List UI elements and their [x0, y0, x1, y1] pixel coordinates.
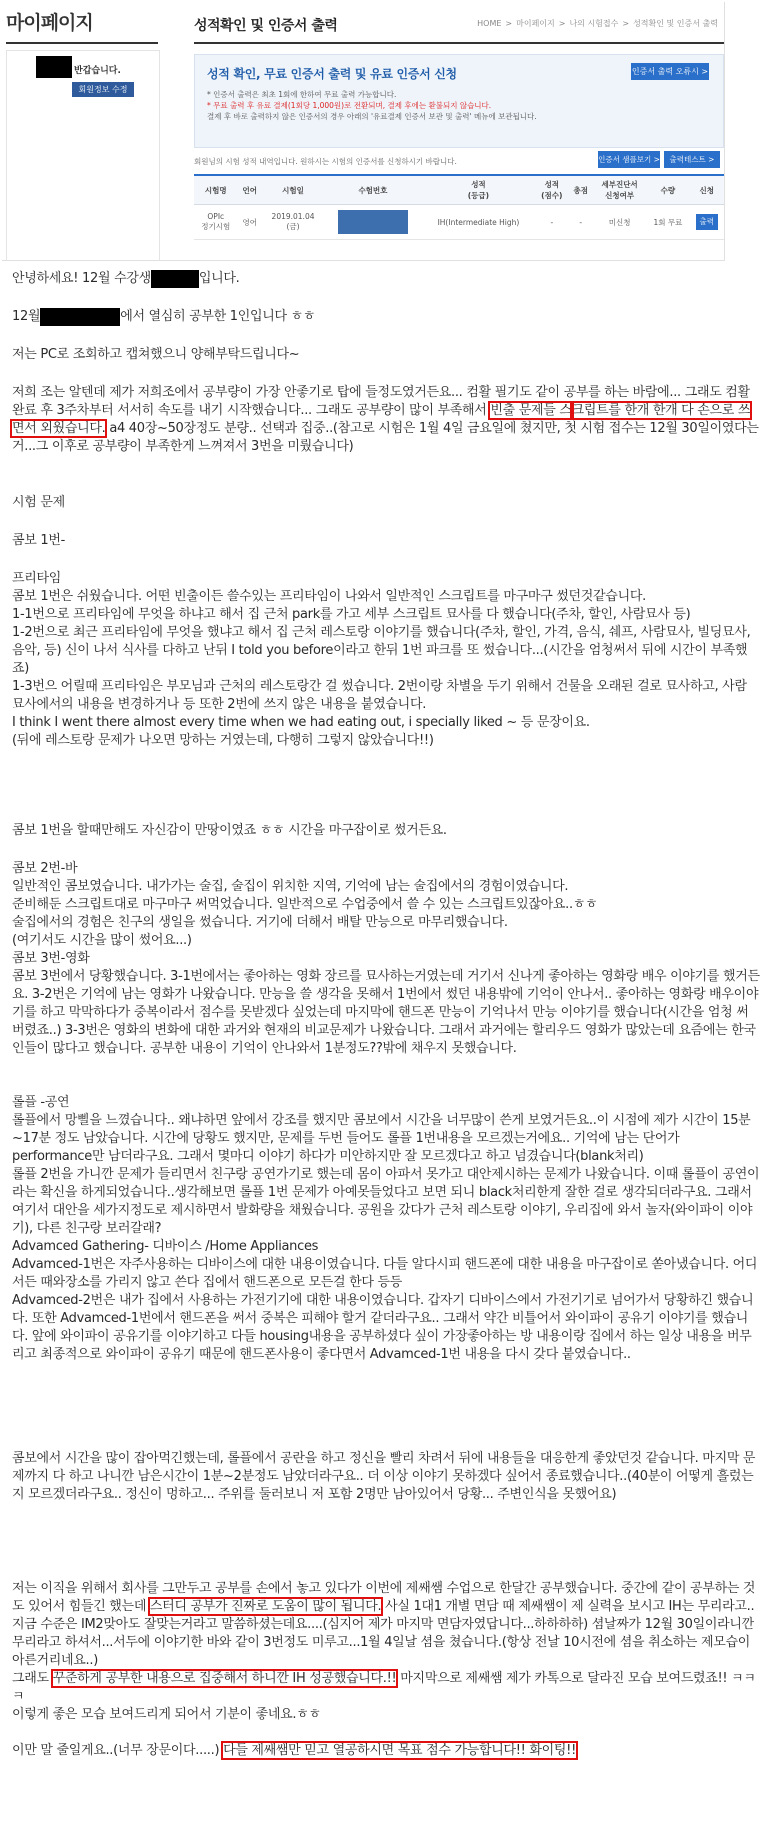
- cell-score: -: [535, 205, 569, 240]
- roleplay-paragraph: 롤플 -공연 롤플에서 망삘을 느꼈습니다.. 왜냐하면 앞에서 강조를 했지만 콤보에서 시간을 너무많이 쓴게 보였거든요..이 시점에 제가 시간이 15분~17분 정도 남았습니다. 시간에 당황도 했지만, 문제를 두번 들어도 롤플 1번내용을 모르겠는거에요.. 기억에 남는 단어가 performance만 남더라구요. 그래서 몇마디 이야기 하다가 미안하지만 잘 모르겠다고 하고 넘겼습니다(blank처리) 롤플 2번을 가니깐 문제가 들리면서 친구랑 공연가기로 했는데 몸이 아파서 못가고 대안제시하는 문제가 나왔습니다. 이때 롤플이 공연이라는 확신을 하게되었습니다..생각해보면 롤플 1번 문제가 아예못들었다고 보면 되니 black처리한게 잘한 걸로 생각되더라구요. 그래서 여기서 대안을 세가지정도로 제시하면서 발화량을 채웠습니다. 공원을 갔다가 근처 레스토랑 이야기, 우리집에 와서 놀자(와이파이 이야기), 다른 친구랑 보러갈래? Advamced Gathering- 디바이스 /Home Appliances Advamced-1번은 자주사용하는 디바이스에 대한 내용이였습니다. 다들 알다시피 핸드폰에 대한 내용을 마구잡이로 쏟아냈습니다. 어디서든 때와장소를 가리지 않고 쓴다 집에서 핸드폰으로 모든걸 한다 등등 Advamced-2번은 내가 집에서 사용하는 가전기기에 대한 내용이였습니다. 갑자기 디바이스에서 가전기기로 넘어가서 당황하긴 했습니다. 또한 Advamced-1번에서 핸드폰을 써서 중복은 피해야 할거 같더라구요.. 그래서 약간 비틀어서 와이파이 공유기 이야기를 했습니다. 앞에 와이파이 공유기를 이야기하고 다들 housing내용을 공부하셨다 싶이 가장좋아하는 방 내용이랑 집에서 하는 일상 내용을 버무리고 최종적으로 와이파이 공유기 때문에 핸드폰사용이 좋다면서 Advamced-1번 내용을 다시 갖다 붙였습니다..: [12, 1095, 760, 1362]
- intro: [12, 308, 760, 326]
- notice-title: 성적 확인, 무료 인증서 출력 및 유료 인증서 신청: [207, 67, 457, 81]
- col-number: 수험번호: [324, 175, 422, 205]
- section-combo1: 콤보 1번-: [12, 533, 65, 548]
- mypage-sidebar: [2, 2, 158, 260]
- breadcrumb-item[interactable]: 나의 시험접수: [569, 19, 619, 28]
- redacted-name: [151, 270, 199, 288]
- reflection-paragraph: 콤보에서 시간을 많이 잡아먹긴했는데, 롤플에서 공란을 하고 정신을 빨리 차려서 뒤에 내용들을 대응한게 좋았던것 같습니다. 마지막 문제까지 다 하고 나니깐 남은시간이 1분~2분정도 남았더라구요.. 더 이상 이야기 못하겠다 싶어서 종료했습니다..(40분이 어떻게 흘렀는지 모르겠더라구요.. 정신이 멍하고... 주위를 둘러보니 저 포함 2명만 남아있어서 당황... 주변인식을 못했어요): [12, 1451, 756, 1502]
- history-note: 회원님의 시험 성적 내역입니다. 원하시는 시험의 인증서를 신청하시기 바랍니다.: [194, 157, 457, 166]
- cell-exam: OPIc 정기시험: [194, 205, 238, 240]
- cell-date: 2019.01.04 (금): [262, 205, 324, 240]
- redacted-academy: [40, 308, 120, 326]
- redacted-number: [338, 210, 408, 234]
- page-title: 성적확인 및 인증서 출력: [194, 18, 338, 34]
- col-grade: 성적 (등급): [422, 175, 535, 205]
- text: 마지막으로 제쌔쌤 제가 카톡으로 달라진 모습 보여드렸죠!! ㅋㅋㅋ 이렇게 좋은 모습 보여드리게 되어서 기분이 좋네요.ㅎㅎ: [12, 1671, 756, 1722]
- notice-box: [194, 54, 724, 148]
- cell-diag: 미신청: [593, 205, 646, 240]
- text: a4 40장~50장정도 분량.. 선택과 집중..(참고로 시험은 1월 4일 금요일에 쳤지만, 첫 시험 접수는 12월 30일이였다는거...그 이후로 공부량이 부족한게 느껴져서 3번을 미뤘습니다): [12, 421, 759, 454]
- col-diag: 세부진단서 신청여부: [593, 175, 646, 205]
- intro-text-end: 에서 열심히 공부한 1인입니다 ㅎㅎ: [120, 309, 316, 324]
- divider: [6, 42, 158, 44]
- breadcrumb-item[interactable]: 성적확인 및 인증서 출력: [633, 19, 718, 28]
- cell-apply: [690, 205, 724, 240]
- welcome-text: 반갑습니다.: [74, 66, 121, 76]
- col-score: 성적 (점수): [535, 175, 569, 205]
- score-table: [194, 174, 724, 240]
- col-date: 시험일: [262, 175, 324, 205]
- highlight: 크립트를 한개 한개 다 손으로 쓰면서 외웠습니다.: [12, 403, 751, 436]
- mypage-title: 마이페이지: [6, 12, 93, 34]
- col-qty: 수량: [646, 175, 689, 205]
- member-edit-button[interactable]: 회원정보 수정: [72, 82, 134, 97]
- pc-note: 저는 PC로 조회하고 캡쳐했으니 양해부탁드립니다~: [12, 347, 300, 362]
- breadcrumb-separator: >: [505, 19, 513, 28]
- intro-text: 12월: [12, 309, 41, 324]
- col-language: 언어: [238, 175, 262, 205]
- combo1-paragraph: 프리타임 콤보 1번은 쉬웠습니다. 어떤 빈출이든 쓸수있는 프리타임이 나와서 일반적인 스크립트를 마구마구 썼던것같습니다. 1-1번으로 프리타임에 무엇을 하냐고 해서 집 근처 park를 가고 세부 스크립트 묘사를 다 했습니다(주차, 할인, 사람묘사 등) 1-2번으로 최근 프리타임에 무엇을 했냐고 해서 집 근처 레스토랑 이야기를 했습니다(주차, 할인, 가격, 음식, 쉐프, 사람묘사, 빌딩묘사, 음악, 등) 신이 나서 식사를 다하고 난뒤 I told you before이라고 한뒤 1번 파크를 또 썼습니다...(시간을 엄청써서 뒤에 시간이 부족했죠) 1-3번으 어릴때 프리타임은 부모님과 근처의 레스토랑간 걸 썼습니다. 2번이랑 차별을 두기 위해서 건물을 오래된 걸로 묘사하고, 사람 묘사에서의 내용을 변경하거나 등 또한 2번에 쓰지 않은 내용을 붙였습니다. I think I went there almost every time when we had eating out, i specially liked ~ 등 문장이요. (뒤에 레스토랑 문제가 나오면 망하는 거였는데, 다행히 그렇지 않았습니다!!): [12, 571, 751, 748]
- text: 이만 말 줄일게요..(너무 장문이다.....): [12, 1743, 224, 1758]
- highlight: 스터디 공부가 진짜로 도움이 많이 됩니다.: [149, 1599, 382, 1614]
- section-exam: 시험 문제: [12, 495, 65, 510]
- col-apply: 신청: [690, 175, 724, 205]
- col-exam: 시험명: [194, 175, 238, 205]
- highlight: 빈출 문제들 스: [490, 403, 572, 418]
- notice-item-warning: * 무료 출력 후 유료 결제(1회당 1,000원)로 전환되며, 결제 후에는 환불되지 않습니다.: [207, 101, 492, 110]
- text: 저는 이직을 위해서 회사를 그만두고 공부를 손에서 놓고 있다가 이번에 제쌔쌤 수업으로 한달간 공부했습니다. 중간에 같이 공부하는 것도 있어서 힘들긴 했는데: [12, 1581, 756, 1614]
- breadcrumb-separator: >: [622, 19, 630, 28]
- cell-number: [324, 205, 422, 240]
- notice-item: 결제 후 바로 출력하지 않은 인증서의 경우 아래의 '유료결제 인증서 보관 및 출력' 메뉴에 보관됩니다.: [207, 112, 537, 121]
- text: 사실 1대1 개별 면담 때 제쌔쌤이 제 실력을 보시고 IH는 무리라고.. 지금 수준은 IM2맞아도 잘맞는거라고 말씀하셨는데요....(심지어 제가 마지막 면담자였답니다...하하하하) 셤날짜가 12월 30일이라니깐 무리라고 하셔서...서두에 이야기한 바와 같이 3번정도 미루고...1월 4일날 셤을 쳤습니다.(항상 전날 10시전에 셤을 취소하는 제모습이 아른거리네요..) 그래도: [12, 1599, 755, 1686]
- redacted-name: [36, 56, 72, 78]
- score-main: [178, 2, 724, 260]
- highlight: 꾸준하게 공부한 내용으로 집중해서 하니깐 IH 성공했습니다.!!: [52, 1671, 397, 1686]
- breadcrumb-item[interactable]: 마이페이지: [516, 19, 555, 28]
- cert-print-error-button[interactable]: 인증서 출력 오류시 >: [631, 63, 709, 80]
- col-total: 총점: [569, 175, 593, 205]
- study-paragraph: [12, 384, 760, 456]
- cell-total: -: [569, 205, 593, 240]
- text: 저희 조는 알텐데 제가 저희조에서 공부량이 가장 안좋기로 탑에 들정도였거든요... 컴활 필기도 같이 공부를 하는 바람에... 그래도 컴활 완료 후 3주차부터 서서히 속도를 내기 시작했습니다... 그래도 공부량이 많이 부족해서: [12, 385, 750, 418]
- sign-off: [12, 1742, 760, 1760]
- breadcrumb-separator: >: [558, 19, 566, 28]
- table-header-row: [194, 175, 724, 205]
- greeting-text-end: 입니다.: [198, 271, 240, 286]
- notice-item: * 인증서 출력은 최초 1회에 한하여 무료 출력 가능합니다.: [207, 90, 397, 99]
- breadcrumb: [477, 18, 718, 29]
- cell-qty: 1회 무료: [646, 205, 689, 240]
- notice-list: [207, 89, 537, 122]
- highlight: 다들 제쌔쌤만 믿고 열공하시면 목표 점수 가능합니다!! 화이팅!!: [223, 1743, 576, 1758]
- combo1-summary: 콤보 1번을 할때만해도 자신감이 만땅이였죠 ㅎㅎ 시간을 마구잡이로 썼거든요.: [12, 823, 447, 838]
- cert-sample-button[interactable]: 인증서 샘플보기 >: [598, 151, 660, 168]
- greeting: [12, 270, 760, 288]
- divider: [194, 42, 724, 44]
- closing-paragraph: [12, 1580, 760, 1724]
- cell-language: 영어: [238, 205, 262, 240]
- score-page-screenshot: [2, 2, 725, 261]
- print-button[interactable]: 출력: [696, 214, 718, 230]
- breadcrumb-item[interactable]: HOME: [477, 19, 502, 28]
- greeting-text: 안녕하세요! 12월 수강생: [12, 271, 151, 286]
- combo2-3-paragraph: 콤보 2번-바 일반적인 콤보였습니다. 내가가는 술집, 술집이 위치한 지역, 기억에 남는 술집에서의 경험이였습니다. 준비해둔 스크립트대로 마구마구 써먹었습니다. 일반적으로 수업중에서 쓸 수 있는 스크립트있잖아요..ㅎㅎ 술집에서의 경험은 친구의 생일을 썼습니다. 거기에 더해서 배탈 만능으로 마무리했습니다. (여기서도 시간을 많이 썼어요...) 콤보 3번-영화 콤보 3번에서 당황했습니다. 3-1번에서는 좋아하는 영화 장르를 묘사하는거였는데 거기서 신나게 좋아하는 영화랑 배우 이야기를 했거든요. 3-2번은 기억에 남는 영화가 나왔습니다. 만능을 쓸 생각을 못해서 1번에서 썼던 내용밖에 기억이 안나서.. 좋아하는 영화랑 배우이야기를 하고 막막하다가 중복이라서 점수를 못받겠다 싶었는데 마지막에 핸드폰 만능이 기억나서 만능 이야기를 했습니다(시간을 엄청 써버렸죠..) 3-3번은 영화의 변화에 대한 과거와 현재의 비교문제가 나왔습니다. 그래서 과거에는 할리우드 영화가 많았는데 요즘에는 한국인들이 많다고 했습니다. 공부한 내용이 기억이 안나와서 1분정도??밖에 채우지 못했습니다.: [12, 861, 760, 1056]
- print-test-button[interactable]: 출력테스트 >: [664, 151, 720, 168]
- cell-grade: IH(Intermediate High): [422, 205, 535, 240]
- table-row: [194, 205, 724, 240]
